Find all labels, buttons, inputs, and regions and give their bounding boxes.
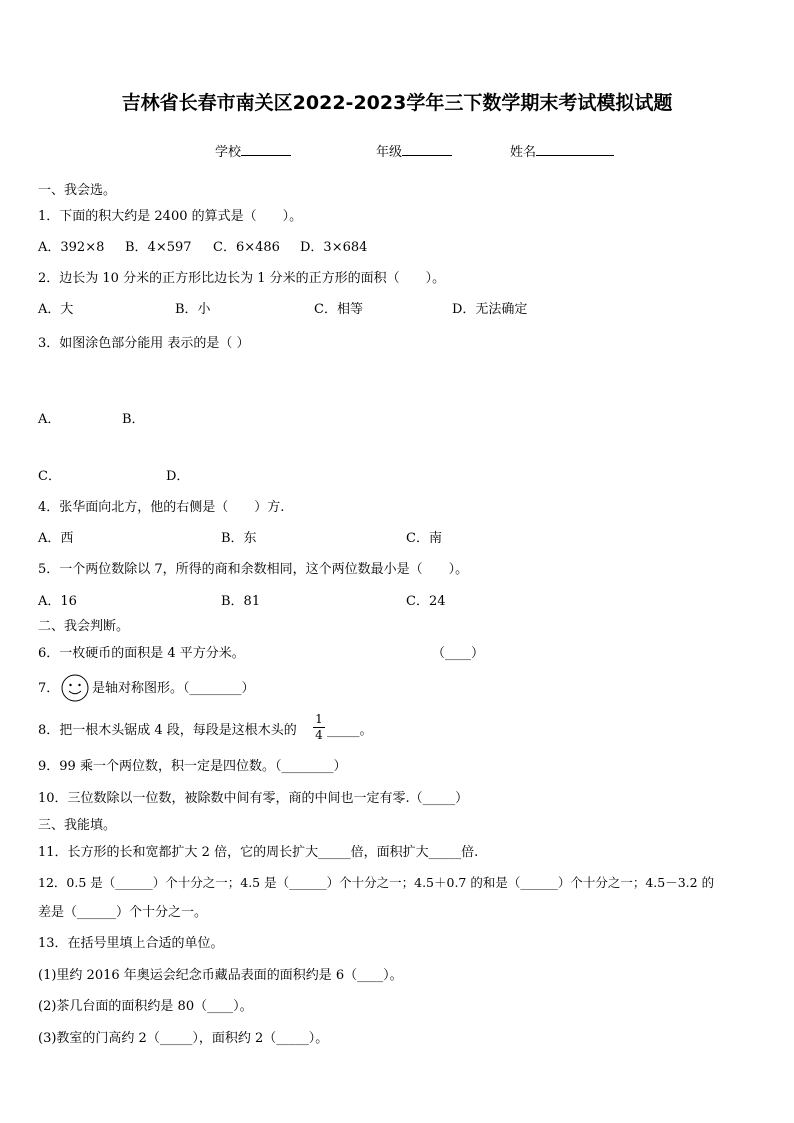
question-2: 2．边长为 10 分米的正方形比边长为 1 分米的正方形的面积（ ）。 xyxy=(38,271,446,286)
question-7: 是轴对称图形。（________） xyxy=(92,681,255,696)
q3-option-a[interactable]: A． xyxy=(38,412,61,427)
name-field xyxy=(510,141,614,160)
question-12-line-1: 12．0.5 是（______）个十分之一；4.5 是（______）个十分之一；4.5＋0.7 的和是（______）个十分之一；4.5－3.2 的 xyxy=(38,875,715,890)
question-13: 13．在括号里填上合适的单位。 xyxy=(38,936,224,951)
grade-field xyxy=(376,141,452,160)
q4-option-b[interactable]: B．东 xyxy=(221,531,257,546)
question-11: 11．长方形的长和宽都扩大 2 倍，它的周长扩大_____倍，面积扩大_____倍. xyxy=(38,845,479,860)
q1-option-b[interactable]: B．4×597 xyxy=(125,240,192,255)
section-heading: 一、我会选。 xyxy=(38,183,117,198)
q4-option-c[interactable]: C．南 xyxy=(406,531,442,546)
q8-answer-blank[interactable]: _____。 xyxy=(327,723,373,738)
question-13-sub-3: (3)教室的门高约 2（_____），面积约 2（_____）。 xyxy=(38,1031,329,1046)
fraction-denominator: 4 xyxy=(315,728,323,742)
q3-option-d[interactable]: D． xyxy=(166,469,190,484)
question-1: 1．下面的积大约是 2400 的算式是（ ）。 xyxy=(38,209,303,224)
question-5: 5．一个两位数除以 7，所得的商和余数相同，这个两位数最小是（ ）。 xyxy=(38,562,469,577)
question-10: 10．三位数除以一位数，被除数中间有零，商的中间也一定有零.（_____） xyxy=(38,791,469,806)
school-field xyxy=(215,141,291,160)
school-blank[interactable] xyxy=(241,143,291,156)
question-4: 4．张华面向北方，他的右侧是（ ）方. xyxy=(38,500,285,515)
name-label: 姓名 xyxy=(510,145,537,160)
q5-option-c[interactable]: C．24 xyxy=(406,594,446,609)
q3-option-c[interactable]: C． xyxy=(38,469,61,484)
question-13-sub-2: (2)茶几台面的面积约是 80（____）。 xyxy=(38,999,253,1014)
q5-option-a[interactable]: A．16 xyxy=(38,594,77,609)
school-label: 学校 xyxy=(215,145,242,160)
question-8: 8．把一根木头锯成 4 段，每段是这根木头的 xyxy=(38,723,297,738)
q1-option-d[interactable]: D．3×684 xyxy=(300,240,368,255)
page-title: 吉林省长春市南关区2022-2023学年三下数学期末考试模拟试题 xyxy=(121,92,673,114)
grade-blank[interactable] xyxy=(402,143,452,156)
q2-option-c[interactable]: C．相等 xyxy=(314,302,363,317)
q2-option-a[interactable]: A．大 xyxy=(38,302,74,317)
q6-answer-blank[interactable]: （____） xyxy=(432,646,485,661)
q5-option-b[interactable]: B．81 xyxy=(221,594,261,609)
q2-option-b[interactable]: B．小 xyxy=(175,302,211,317)
grade-label: 年级 xyxy=(376,145,403,160)
q4-option-a[interactable]: A．西 xyxy=(38,531,74,546)
question-9: 9．99 乘一个两位数，积一定是四位数。（________） xyxy=(38,759,347,774)
smiley-face-icon xyxy=(61,674,89,702)
question-6: 6．一枚硬币的面积是 4 平方分米。 xyxy=(38,646,245,661)
fraction-one-quarter xyxy=(313,713,325,742)
q1-option-c[interactable]: C．6×486 xyxy=(213,240,280,255)
question-13-sub-1: (1)里约 2016 年奥运会纪念币藏品表面的面积约是 6（____）。 xyxy=(38,968,403,983)
section-heading: 三、我能填。 xyxy=(38,818,117,833)
q2-option-d[interactable]: D．无法确定 xyxy=(452,302,528,317)
section-heading: 二、我会判断。 xyxy=(38,619,130,634)
q3-option-b[interactable]: B． xyxy=(122,412,145,427)
fraction-numerator: 1 xyxy=(315,712,323,726)
q7-number: 7． xyxy=(38,681,60,696)
q1-option-a[interactable]: A．392×8 xyxy=(38,240,105,255)
name-blank[interactable] xyxy=(536,143,614,156)
question-3: 3．如图涂色部分能用 表示的是（ ） xyxy=(38,336,250,351)
question-12-line-2: 差是（______）个十分之一。 xyxy=(38,905,208,920)
